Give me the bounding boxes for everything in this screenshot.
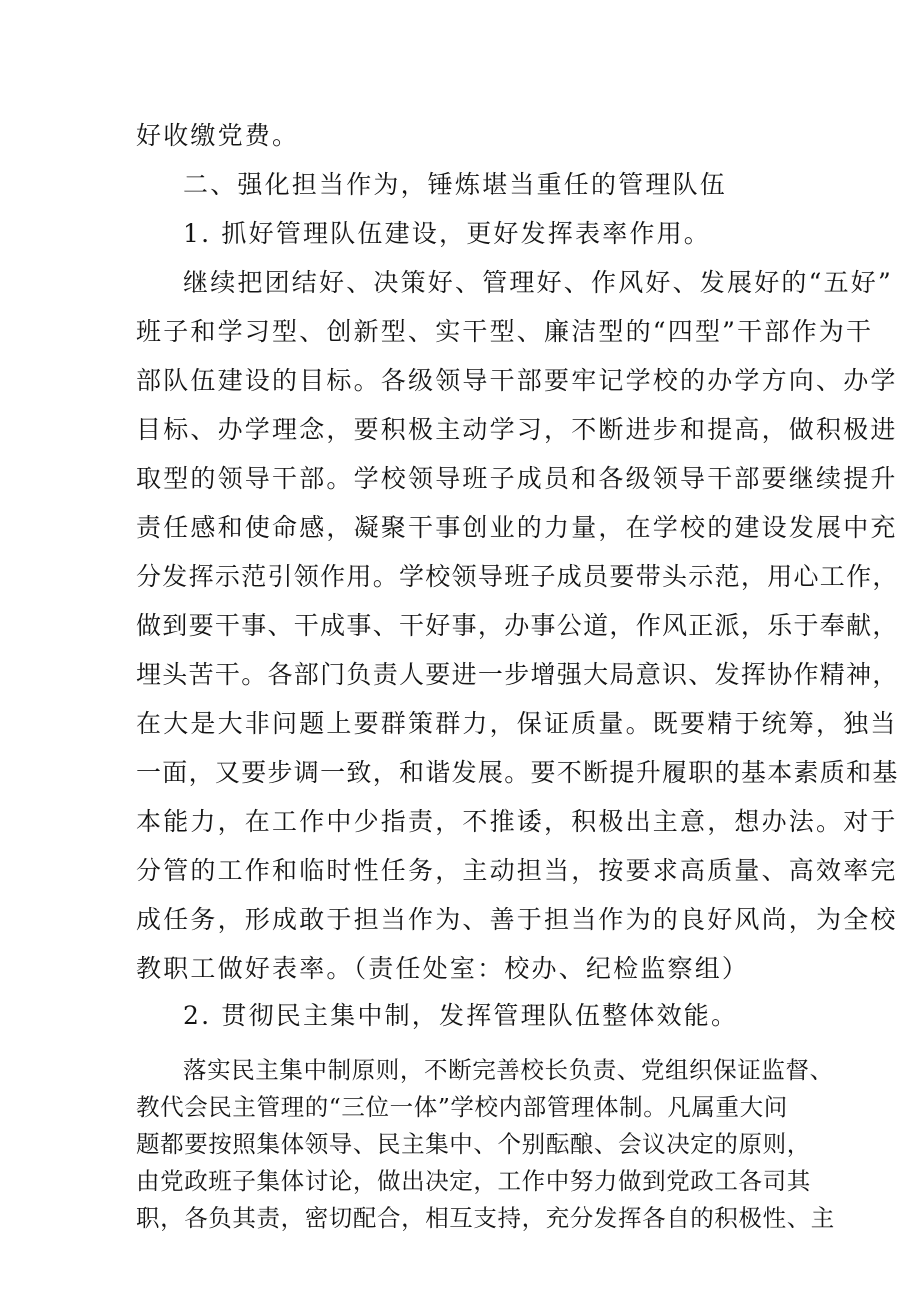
paragraph-line: 好收缴党费。 (136, 121, 300, 150)
paragraph-line: 埋头苦干。各部门负责人要进一步增强大局意识、发挥协作精神， (136, 660, 899, 689)
paragraph-line: 职，各负其责，密切配合，相互支持，充分发挥各自的积极性、主 (136, 1204, 835, 1232)
paragraph-line: 责任感和使命感，凝聚干事创业的力量，在学校的建设发展中充 (136, 513, 898, 542)
paragraph-line: 教职工做好表率。（责任处室：校办、纪检监察组） (136, 954, 750, 983)
paragraph-line: 本能力，在工作中少指责，不推诿，积极出主意，想办法。对于 (136, 807, 898, 836)
paragraph-line: 一面，又要步调一致，和谐发展。要不断提升履职的基本素质和基 (136, 758, 899, 787)
paragraph-line: 做到要干事、干成事、干好事，办事公道，作风正派，乐于奉献， (136, 611, 899, 640)
section-heading: 二、强化担当作为，锤炼堪当重任的管理队伍 (183, 170, 728, 199)
paragraph-line: 在大是大非问题上要群策群力，保证质量。既要精于统筹，独当 (136, 709, 898, 738)
paragraph-line: 目标、办学理念，要积极主动学习，不断进步和提高，做积极进 (136, 415, 898, 444)
paragraph-line: 部队伍建设的目标。各级领导干部要牢记学校的办学方向、办学 (136, 366, 898, 395)
paragraph-line: 成任务，形成敢于担当作为、善于担当作为的良好风尚，为全校 (136, 905, 898, 934)
paragraph-line: 由党政班子集体讨论，做出决定，工作中努力做到党政工各司其 (136, 1167, 811, 1195)
paragraph-line: 落实民主集中制原则，不断完善校长负责、党组织保证监督、 (183, 1056, 834, 1084)
paragraph-line: 分发挥示范引领作用。学校领导班子成员要带头示范，用心工作， (136, 562, 899, 591)
paragraph-line: 题都要按照集体领导、民主集中、个别酝酿、会议决定的原则， (136, 1130, 811, 1158)
paragraph-line: 取型的领导干部。学校领导班子成员和各级领导干部要继续提升 (136, 464, 898, 493)
paragraph-line: 班子和学习型、创新型、实干型、廉洁型的“四型”干部作为干 (136, 317, 874, 346)
subsection-heading: 2. 贯彻民主集中制，发挥管理队伍整体效能。 (183, 1001, 739, 1030)
paragraph-line: 继续把团结好、决策好、管理好、作风好、发展好的“五好” (183, 268, 893, 297)
paragraph-line: 教代会民主管理的“三位一体”学校内部管理体制。凡属重大问 (136, 1093, 788, 1121)
subsection-heading: 1. 抓好管理队伍建设，更好发挥表率作用。 (183, 219, 712, 248)
paragraph-line: 分管的工作和临时性任务，主动担当，按要求高质量、高效率完 (136, 856, 898, 885)
